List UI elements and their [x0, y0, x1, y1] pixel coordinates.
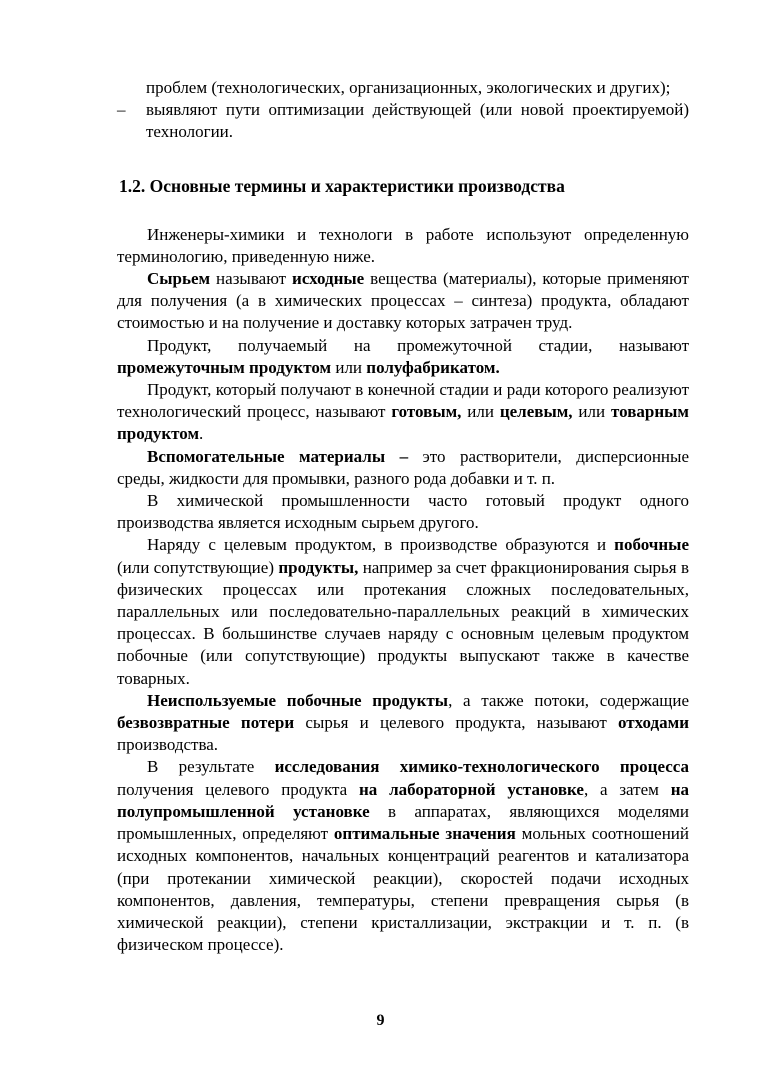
text: получения целевого продукта [117, 779, 359, 799]
text: или [572, 402, 611, 422]
text: , а также потоки, содержащие [448, 690, 690, 710]
text: , а затем [583, 779, 671, 799]
paragraph-final-product [117, 379, 689, 446]
text: . [199, 424, 204, 444]
text: мольных соотношений исходных компонентов, начальных концентраций реагентов и катализатора (при протекании химической реакции), скоростей подачи исходных компонентов, давления, температуры, степени превращения сырья (в химической реакции), степени кристаллизации, экстракции и т. п. (в физическом процессе). [117, 824, 690, 955]
text: производства. [117, 735, 219, 755]
paragraph-intermediate [117, 335, 689, 379]
text: например за счет фракционирования сырья в физических процессах или протекания сложных последовательных, параллельных или последовательно-параллельных реакций в химических процессах. В большинстве случаев наряду с основным целевым продуктом побочные (или сопутствующие) продукты выпускают также в качестве товарных. [117, 557, 689, 688]
term: Вспомогательные материалы – [147, 446, 409, 466]
text: это растворители, дисперсионные среды, жидкости для промывки, разного рода добавки и т. п. [117, 446, 689, 488]
text: Наряду с целевым продуктом, в производстве образуются и [147, 535, 615, 555]
text: (или сопутствующие) [117, 557, 279, 577]
text: называют [210, 269, 293, 289]
text: В результате [147, 757, 275, 777]
text: Продукт, который получают в конечной стадии и ради которого реализуют технологический процесс, называют [117, 380, 689, 422]
text: или [461, 402, 500, 422]
paragraph-intro: Инженеры-химики и технологи в работе используют определенную терминологию, приведенную ниже. [117, 224, 689, 266]
paragraph-auxiliary [117, 446, 689, 490]
term: товарным продуктом [117, 402, 689, 444]
term: отходами [618, 713, 689, 733]
list-item [117, 99, 689, 143]
term: на полупромышленной установке [117, 779, 689, 821]
term: Сырьем [147, 269, 211, 289]
term: на лабораторной установке [358, 779, 584, 799]
term: продукты, [278, 557, 359, 577]
term: побочные [614, 535, 689, 555]
term: исследования химико-технологического процесса [274, 757, 689, 777]
term: готовым, [391, 402, 462, 422]
term: исходные [292, 269, 365, 289]
paragraph-waste [117, 690, 689, 757]
list-item-text: выявляют пути оптимизации действующей (или новой проектируемой) технологии. [146, 100, 689, 142]
text: или [331, 357, 367, 377]
section-heading: 1.2. Основные термины и характеристики производства [119, 175, 565, 196]
term: безвозвратные потери [117, 713, 295, 733]
text: Продукт, получаемый на промежуточной стадии, называют [147, 335, 689, 355]
list-dash: – [117, 100, 126, 120]
paragraph-research [117, 756, 689, 956]
term: полуфабрикатом. [366, 357, 500, 377]
text: вещества (материалы), которые применяют для получения (а в химических процессах – синтеза) продукта, обладают стоимостью и на получение и доставку которых затрачен труд. [117, 269, 689, 333]
page-number: 9 [376, 1012, 385, 1029]
paragraph-byproducts [117, 534, 689, 689]
paragraph-raw-materials [117, 268, 689, 335]
term: промежуточным продуктом [117, 357, 332, 377]
list-item-continuation: проблем (технологических, организационных, экологических и других); [146, 78, 671, 97]
text: в аппаратах, являющихся моделями промышленных, определяют [117, 801, 689, 844]
term: целевым, [499, 402, 573, 422]
term: оптимальные значения [333, 824, 516, 844]
term: Неиспользуемые побочные продукты [147, 690, 449, 710]
text: сырья и целевого продукта, называют [294, 713, 619, 733]
paragraph-chemical-industry: В химической промышленности часто готовый продукт одного производства является исходным сырьем другого. [117, 491, 689, 533]
